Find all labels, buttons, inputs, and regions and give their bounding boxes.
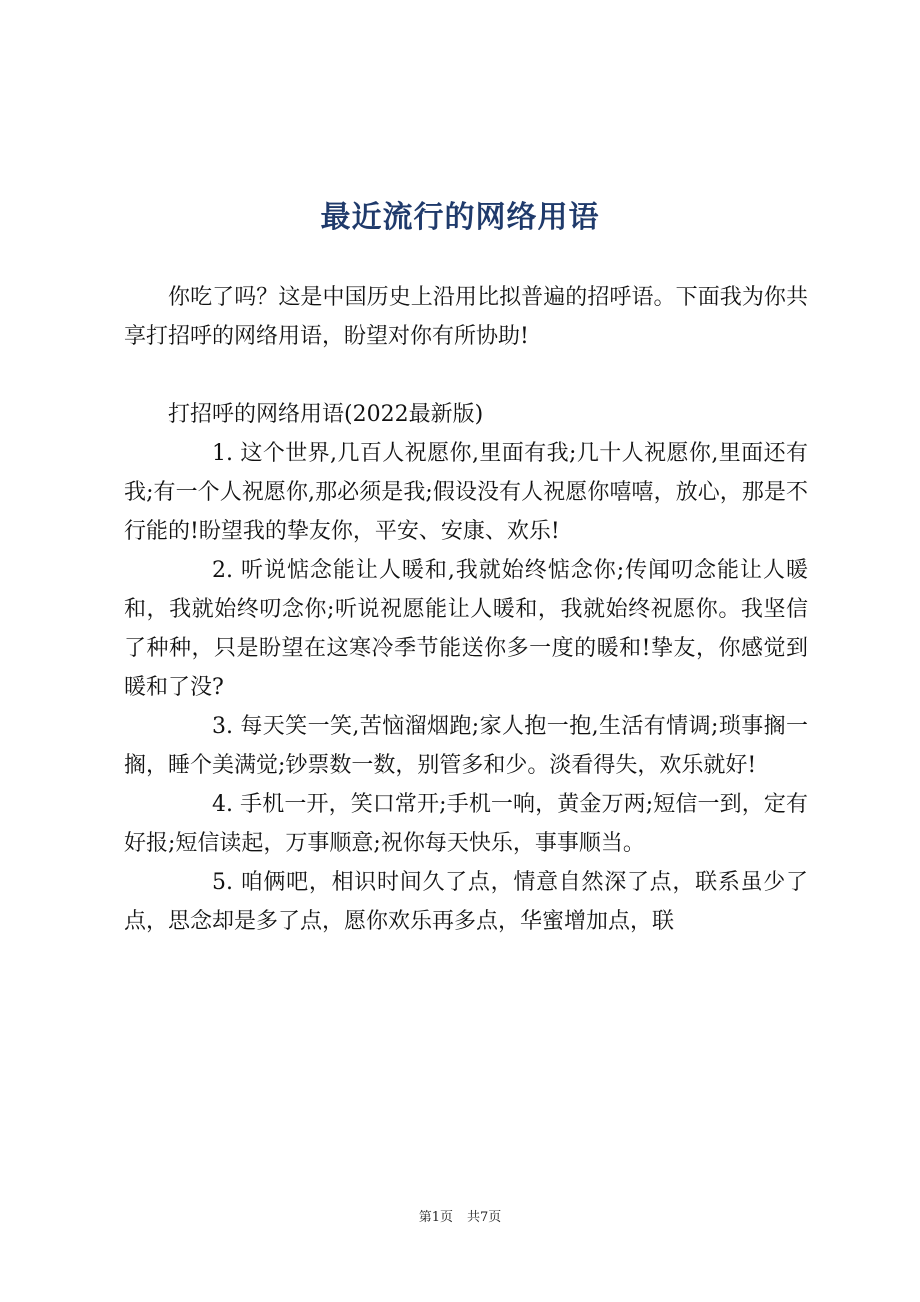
- list-item-5: 5. 咱俩吧，相识时间久了点，情意自然深了点，联系虽少了点，思念却是多了点，愿你欢乐再多点，华蜜增加点，联: [124, 870, 808, 934]
- section-subtitle: 打招呼的网络用语(2022最新版): [168, 402, 484, 427]
- list-item-4: 4. 手机一开，笑口常开;手机一响，黄金万两;短信一到，定有好报;短信读起，万事顺意;祝你每天快乐，事事顺当。: [124, 792, 808, 856]
- list-item-2: 2. 听说惦念能让人暖和,我就始终惦念你;传闻叨念能让人暖和，我就始终叨念你;听说祝愿能让人暖和，我就始终祝愿你。我坚信了种种，只是盼望在这寒冷季节能送你多一度的暖和!挚友，你感觉到暖和了没?: [124, 558, 808, 700]
- page-total: 共7页: [467, 1210, 502, 1225]
- list-item-3: 3. 每天笑一笑,苦恼溜烟跑;家人抱一抱,生活有情调;琐事搁一搁，睡个美满觉;钞票数一数，别管多和少。淡看得失，欢乐就好!: [124, 714, 808, 778]
- page-number: 第1页: [418, 1210, 453, 1225]
- page-footer: [0, 1206, 920, 1225]
- document-title: 最近流行的网络用语: [320, 200, 600, 235]
- intro-paragraph: 你吃了吗？这是中国历史上沿用比拟普遍的招呼语。下面我为你共享打招呼的网络用语，盼望对你有所协助!: [124, 285, 808, 349]
- document-body: [124, 278, 808, 941]
- list-item-1: 1. 这个世界,几百人祝愿你,里面有我;几十人祝愿你,里面还有我;有一个人祝愿你,那必须是我;假设没有人祝愿你嘻嘻，放心，那是不行能的!盼望我的挚友你，平安、安康、欢乐!: [124, 441, 808, 544]
